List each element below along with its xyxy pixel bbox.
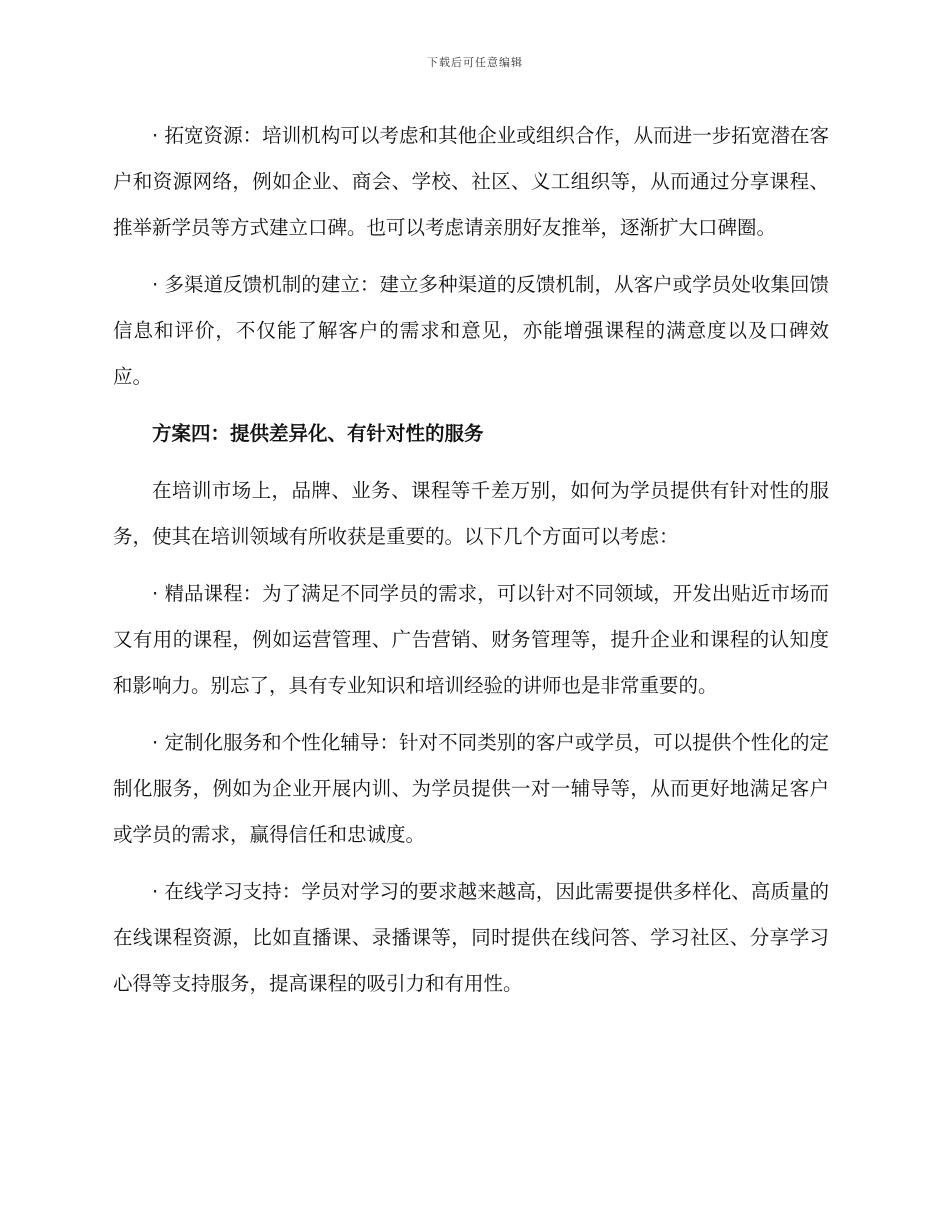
- paragraph-expand-resources: · 拓宽资源：培训机构可以考虑和其他企业或组织合作，从而进一步拓宽潜在客户和资源网络，例如企业、商会、学校、社区、义工组织等，从而通过分享课程、推举新学员等方式建立口碑。也可以考虑请亲朋好友推举，逐渐扩大口碑圈。: [113, 124, 829, 239]
- paragraph-feedback-mechanism: · 多渠道反馈机制的建立：建立多种渠道的反馈机制，从客户或学员处收集回馈信息和评价，不仅能了解客户的需求和意见，亦能增强课程的满意度以及口碑效应。: [113, 273, 829, 388]
- paragraph-intro-plan-four: 在培训市场上，品牌、业务、课程等千差万别，如何为学员提供有针对性的服务，使其在培训领域有所收获是重要的。以下几个方面可以考虑：: [113, 479, 829, 548]
- document-body: [113, 113, 829, 1007]
- paragraph-premium-courses: · 精品课程：为了满足不同学员的需求，可以针对不同领域，开发出贴近市场而又有用的课程，例如运营管理、广告营销、财务管理等，提升企业和课程的认知度和影响力。别忘了，具有专业知识和培训经验的讲师也是非常重要的。: [113, 582, 829, 697]
- paragraph-customized-service: · 定制化服务和个性化辅导：针对不同类别的客户或学员，可以提供个性化的定制化服务，例如为企业开展内训、为学员提供一对一辅导等，从而更好地满足客户或学员的需求，赢得信任和忠诚度。: [113, 731, 829, 846]
- header-note: 下载后可任意编辑: [427, 56, 523, 69]
- paragraph-online-learning: · 在线学习支持：学员对学习的要求越来越高，因此需要提供多样化、高质量的在线课程资源，比如直播课、录播课等，同时提供在线问答、学习社区、分享学习心得等支持服务，提高课程的吸引力和有用性。: [113, 880, 829, 995]
- section-heading-plan-four: 方案四：提供差异化、有针对性的服务: [152, 422, 484, 445]
